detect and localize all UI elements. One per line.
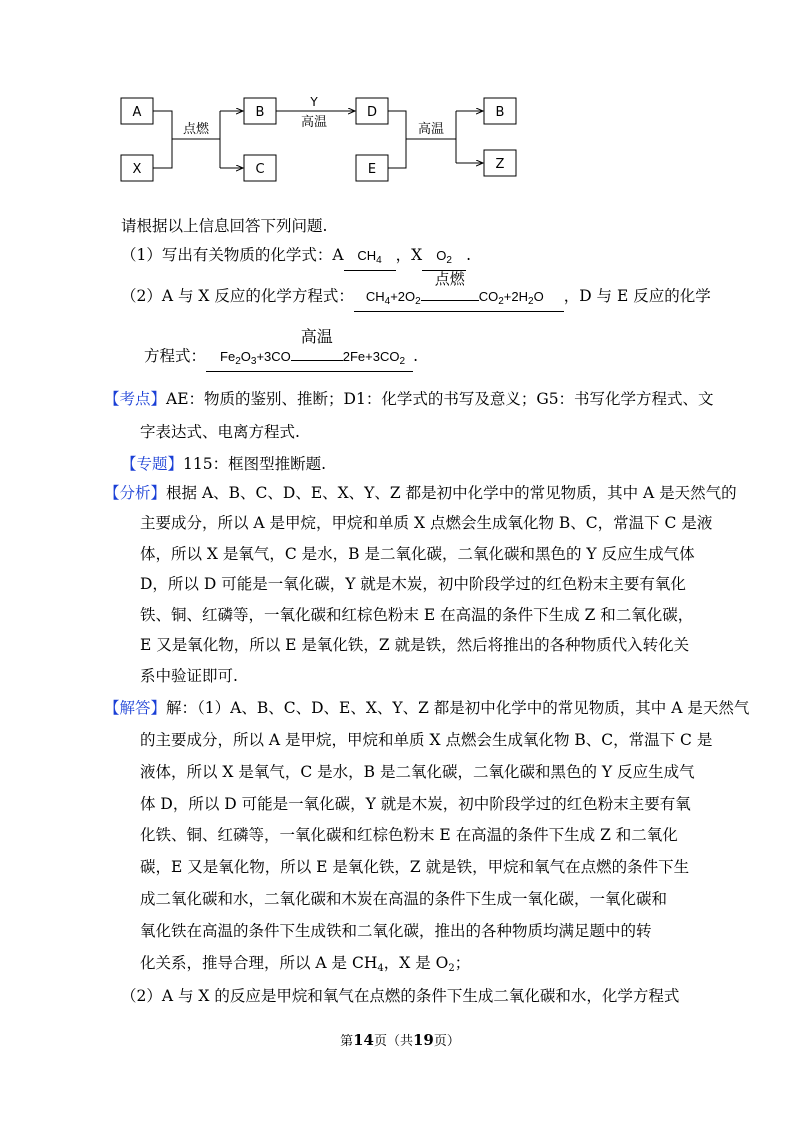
page-footer (0, 1030, 800, 1049)
q2-end: . (413, 347, 418, 365)
y-label: Y (310, 95, 318, 109)
jieda-line-6: 成二氧化碳和水，二氧化碳和木炭在高温的条件下生成一氧化碳，一氧化碳和 (140, 890, 668, 908)
eq1-left: CH (365, 289, 385, 304)
q2-mid: ，D 与 E 反应的化学 (563, 287, 711, 305)
zhuanti-text: 115：框图型推断题. (183, 455, 327, 473)
footer-suffix: 页） (433, 1034, 460, 1049)
jieda-line-4: 化铁、铜、红磷等，一氧化碳和红棕色粉末 E 在高温的条件下生成 Z 和二氧化 (140, 826, 678, 844)
eq2-bar (291, 360, 343, 361)
jieda-tag: 【解答】 (104, 699, 167, 717)
zhuanti-line (121, 453, 326, 475)
eq1-right2: +2H (503, 289, 528, 304)
q1-mid: ，X (395, 246, 423, 264)
eq2-condition: 高温 (300, 327, 333, 346)
connector-d-e (388, 111, 456, 168)
eq1-plus: +2O (390, 289, 416, 304)
q1-x-answer-text: O (436, 248, 447, 263)
q1-end: . (466, 246, 472, 264)
kaodian-tag: 【考点】 (104, 390, 167, 408)
q2-prefix: （2）A 与 X 反应的化学方程式： (121, 287, 354, 305)
node-x-label: X (132, 162, 142, 177)
eq2-right1-sub: 2 (399, 356, 406, 367)
jieda-line-7: 氧化铁在高温的条件下生成铁和二氧化碳，推出的各种物质均满足题中的转 (140, 922, 652, 940)
question-2-line-1 (121, 270, 711, 312)
fenxi-text-0: 根据 A、B、C、D、E、X、Y、Z 都是初中化学中的常见物质，其中 A 是天然气的 (166, 484, 737, 502)
jieda-line-5: 碳，E 又是氧化物，所以 E 是氧化铁，Z 就是铁，甲烷和氧气在点燃的条件下生 (140, 858, 690, 876)
jieda-line-1: 的主要成分，所以 A 是甲烷，甲烷和单质 X 点燃会生成氧化物 B、C，常温下 C 是 (140, 731, 713, 749)
jieda-last-sub1: 4 (377, 963, 384, 974)
q1-prefix: （1）写出有关物质的化学式：A (121, 246, 344, 264)
jieda-line-3: 体 D，所以 D 可能是一氧化碳，Y 就是木炭，初中阶段学过的红色粉末主要有氧 (140, 795, 691, 813)
fenxi-tag: 【分析】 (104, 484, 167, 502)
eq1-left-sub: 4 (384, 296, 391, 307)
eq2-left-mid: O (240, 349, 251, 364)
footer-page-number: 14 (353, 1031, 374, 1049)
fenxi-line-5: E 又是氧化物，所以 E 是氧化铁，Z 就是铁，然后将推出的各种物质代入转化关 (140, 636, 690, 654)
fenxi-line-4: 铁、铜、红磷等，一氧化碳和红棕色粉末 E 在高温的条件下生成 Z 和二氧化碳， (140, 606, 694, 624)
eq1-right1: CO (478, 289, 499, 304)
jieda-q2-line: （2）A 与 X 的反应是甲烷和氧气在点燃的条件下生成二氧化碳和水，化学方程式 (121, 987, 680, 1005)
eq1-right1-sub: 2 (498, 296, 504, 307)
intro-text: 请根据以上信息回答下列问题. (121, 217, 328, 235)
footer-total-pages: 19 (413, 1031, 434, 1049)
q2-line2-prefix: 方程式： (144, 347, 207, 365)
jieda-line-2: 液体，所以 X 是氧气，C 是水，B 是二氧化碳，二氧化碳和黑色的 Y 反应生成气 (140, 763, 695, 781)
node-z-label: Z (495, 157, 505, 172)
fenxi-line-6: 系中验证即可. (140, 667, 238, 685)
eq2-plus: +3CO (256, 349, 291, 364)
jieda-text-0: 解：（1）A、B、C、D、E、X、Y、Z 都是初中化学中的常见物质，其中 A 是天然气 (166, 699, 750, 717)
fenxi-line-0 (104, 482, 737, 504)
jieda-line-0 (104, 697, 749, 719)
eq1-plus-sub: 2 (415, 296, 421, 307)
q1-x-answer-sub: 2 (446, 255, 452, 266)
kaodian-line-2: 字表达式、电离方程式. (140, 423, 300, 441)
eq1-right2-sub: 2 (528, 296, 534, 307)
footer-prefix: 第 (340, 1034, 354, 1049)
fenxi-line-2: 体，所以 X 是氧气，C 是水，B 是二氧化碳，二氧化碳和黑色的 Y 反应生成气体 (140, 545, 695, 563)
eq2-left: Fe (220, 349, 236, 364)
jieda-line-8 (140, 952, 470, 980)
ignite-label: 点燃 (182, 122, 210, 137)
q1-x-answer (422, 247, 466, 271)
jieda-last-sub2: 2 (448, 963, 455, 974)
q1-a-answer-text: CH (357, 248, 377, 263)
node-a-label: A (132, 105, 142, 120)
fenxi-line-1: 主要成分，所以 A 是甲烷，甲烷和单质 X 点燃会生成氧化物 B、C，常温下 C 是液 (140, 514, 713, 532)
eq1-condition-arrow (421, 270, 479, 301)
high-temp-label-1: 高温 (300, 115, 328, 130)
eq1-condition: 点燃 (434, 270, 465, 288)
node-d-label: D (366, 105, 378, 120)
fenxi-line-3: D，所以 D 可能是一氧化碳，Y 就是木炭，初中阶段学过的红色粉末主要有氧化 (140, 575, 686, 593)
node-e-label: E (367, 162, 377, 177)
jieda-last-mid: ，X 是 O (383, 954, 449, 972)
node-b2-label: B (495, 105, 505, 120)
q2-equation-1 (354, 270, 564, 312)
kaodian-text-1: AE：物质的鉴别、推断；D1：化学式的书写及意义；G5：书写化学方程式、文 (166, 390, 714, 408)
high-temp-label-2: 高温 (417, 122, 445, 137)
kaodian-line-1 (104, 388, 714, 410)
eq1-bar (421, 300, 479, 301)
jieda-last-prefix: 化关系，推导合理，所以 A 是 CH (140, 954, 378, 972)
node-b1-label: B (255, 105, 265, 120)
reaction-flow-diagram (0, 0, 800, 200)
eq1-right2-end: O (533, 289, 544, 304)
eq2-condition-arrow (291, 327, 343, 361)
question-1 (121, 244, 471, 271)
node-c-label: C (255, 162, 265, 177)
question-2-line-2 (144, 327, 418, 372)
q1-a-answer (344, 247, 396, 271)
footer-mid: 页（共 (373, 1034, 413, 1049)
zhuanti-tag: 【专题】 (121, 455, 184, 473)
eq2-left-sub1: 2 (235, 356, 241, 367)
q1-a-answer-sub: 4 (376, 255, 382, 266)
connector-a-x (153, 111, 220, 168)
jieda-last-end: ； (454, 954, 471, 972)
eq2-right1: 2Fe+3CO (342, 349, 400, 364)
eq2-left-sub2: 3 (250, 356, 257, 367)
q2-equation-2 (206, 327, 413, 372)
